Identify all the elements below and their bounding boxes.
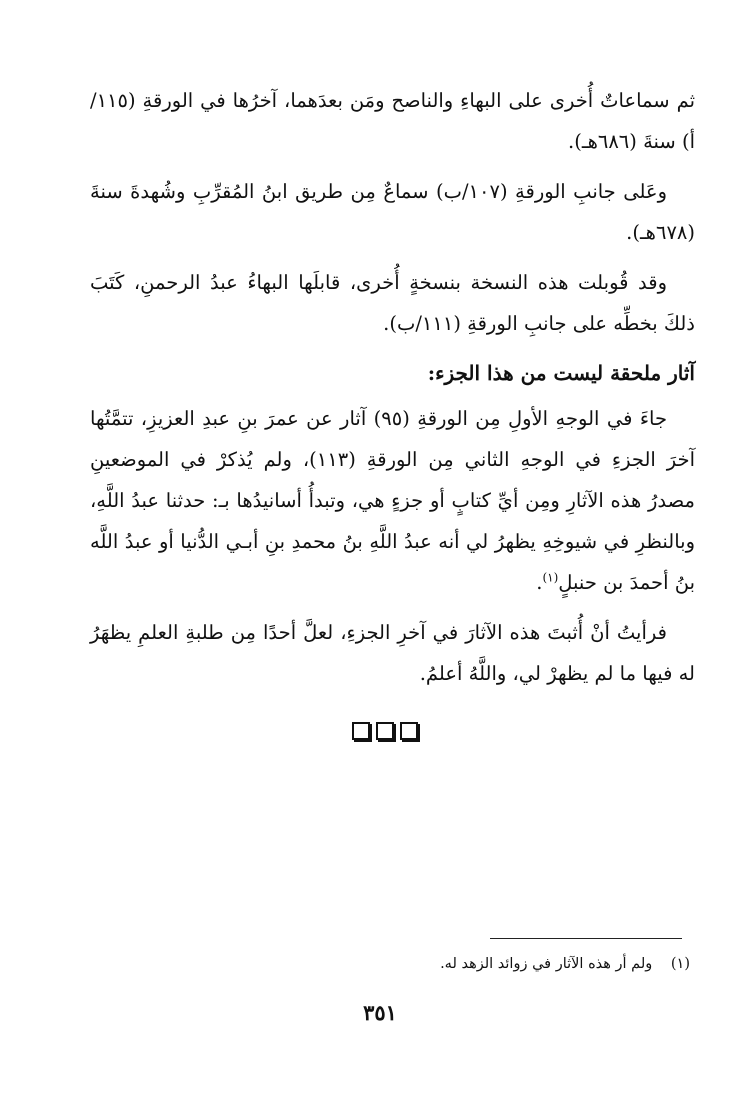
square-ornament-icon [352,722,370,740]
section-end-ornament [352,722,432,746]
paragraph-1: ثم سماعاتٌ أُخرى على البهاءِ والناصح ومَن بعدَهما، آخرُها في الورقةِ (١١٥/أ) سنةَ (٦٨٦هـ). [90,89,695,153]
footnote-text: ولم أر هذه الآثار في زوائد الزهد له. [440,956,653,972]
square-ornament-icon [376,722,394,740]
square-ornament-icon [400,722,418,740]
section-heading: آثار ملحقة ليست من هذا الجزء: [427,361,695,385]
page-body [90,80,695,703]
paragraph-5: فرأيتُ أنْ أُثبتَ هذه الآثارَ في آخرِ الجزءِ، لعلَّ أحدًا مِن طلبةِ العلمِ يظهَرُ له فيها ما لم يظهرْ لي، واللَّهُ أعلمُ. [90,621,695,685]
footnote-divider [490,938,682,939]
paragraph-4-end: . [536,571,543,594]
paragraph-4-text: جاءَ في الوجهِ الأولِ مِن الورقةِ (٩٥) آثار عن عمرَ بنِ عبدِ العزيزِ، تتمَّتُها آخرَ الجزءِ في الوجهِ الثاني مِن الورقةِ (١١٣)، ولم يُذكرْ في الموضعينِ مصدرُ هذه الآثارِ ومِن أيِّ كتابٍ أو جزءٍ هي، وتبدأُ أسانيدُها بـ: حدثنا عبدُ اللَّهِ، وبالنظرِ في شيوخِهِ يظهرُ لي أنه عبدُ اللَّهِ بنُ محمدِ بنِ أبـي الدُّنيا أو عبدُ اللَّه بنُ أحمدَ بن حنبلٍ [90,407,695,594]
paragraph-3: وقد قُوبلت هذه النسخة بنسخةٍ أُخرى، قابلَها البهاءُ عبدُ الرحمنِ، كَتَبَ ذلكَ بخطِّه على جانبِ الورقةِ (١١١/ب). [90,271,695,335]
page-number: ٣٥١ [363,1000,397,1025]
footnote-reference[interactable]: (١) [542,570,559,585]
paragraph-2: وعَلى جانبِ الورقةِ (١٠٧/ب) سماعٌ مِن طريق ابنُ المُقرِّبِ وشُهدةَ سنةَ (٦٧٨هـ). [90,180,695,244]
footnote-number: (١) [670,956,690,972]
footnote [300,952,690,976]
paragraph-4 [90,398,695,603]
